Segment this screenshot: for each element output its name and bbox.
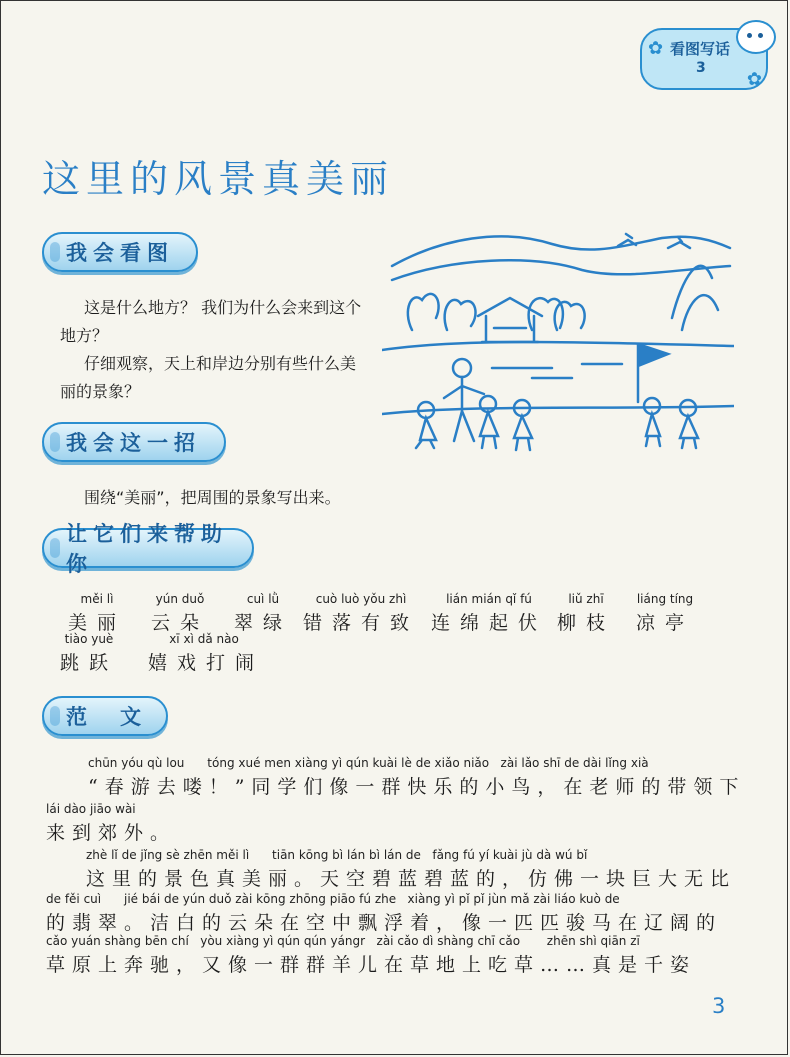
vocab-item (296, 592, 426, 635)
model-line (46, 802, 176, 845)
vocab-pinyin: cuì lǜ (246, 592, 280, 606)
flower-icon: ✿ (648, 38, 664, 59)
model-line-pinyin: zhè lǐ de jǐng sè zhēn měi lì tiān kōng bì lán bì lán de fǎng fú yí kuài jù dà wú bǐ (86, 848, 588, 862)
vocab-item (628, 592, 702, 635)
look-question-2: 仔细观察，天上和岸边分别有些什么美丽的景象？ (60, 354, 357, 401)
model-line (46, 892, 722, 935)
vocab-item (144, 592, 216, 635)
badge-title: 看图写话 (670, 40, 731, 58)
outing-illustration (382, 218, 734, 474)
model-line-text: 来到郊外。 (46, 822, 177, 844)
model-line-pinyin: chūn yóu qù lou tóng xué men xiàng yì qún kuài lè de xiǎo niǎo zài lǎo shī de dài lǐng xià (88, 756, 649, 770)
vocab-item (52, 632, 126, 675)
model-line-text: 草原上奔驰，又像一群群羊儿在草地上吃草……真是千姿 (46, 954, 697, 976)
trick-text: 围绕“美丽”，把周围的景象写出来。 (84, 488, 341, 507)
model-line-text: 的翡翠。洁白的云朵在空中飘浮着，像一匹匹骏马在辽阔的 (46, 912, 723, 934)
section-heading-model: 范 文 (42, 696, 168, 736)
model-line (46, 934, 696, 977)
page-title: 这里的风景真美丽 (42, 157, 395, 201)
page-number: 3 (712, 994, 726, 1018)
vocab-item (228, 592, 298, 635)
cartoon-face-icon (736, 20, 776, 54)
vocab-word: 连绵起伏 (430, 612, 547, 634)
model-line-pinyin: cǎo yuán shàng bēn chí yòu xiàng yì qún qún yángr zài cǎo dì shàng chī cǎo zhēn shì qiān zī (46, 934, 640, 948)
model-line (48, 756, 745, 799)
vocab-word: 嬉戏打闹 (148, 652, 265, 674)
model-line-pinyin: de fěi cuì jié bái de yún duǒ zài kōng zhōng piāo fú zhe xiàng yì pǐ pǐ jùn mǎ zài liáo kuò de (46, 892, 620, 906)
section-heading-look: 我会看图 (42, 232, 198, 272)
vocab-word: 翠绿 (233, 612, 292, 634)
section-heading-help: 让它们来帮助你 (42, 528, 254, 568)
vocab-item (52, 592, 142, 635)
vocab-pinyin: xī xì dǎ nào (169, 632, 239, 646)
vocab-item (148, 632, 265, 675)
vocab-pinyin: liǔ zhī (568, 592, 604, 606)
vocab-pinyin: měi lì (80, 592, 114, 606)
vocab-word: 凉亭 (635, 612, 694, 634)
vocab-word: 柳枝 (556, 612, 615, 634)
vocab-item (424, 592, 554, 635)
flower-icon: ✿ (746, 69, 762, 90)
chapter-badge (640, 28, 768, 90)
vocab-pinyin: lián mián qǐ fú (446, 592, 532, 606)
vocab-word: 云朵 (150, 612, 209, 634)
look-question-1: 这是什么地方？ 我们为什么会来到这个地方？ (60, 298, 362, 345)
model-line-text: 这里的景色真美丽。天空碧蓝碧蓝的，仿佛一块巨大无比 (86, 868, 737, 890)
vocab-word: 美丽 (67, 612, 126, 634)
vocab-word: 错落有致 (302, 612, 419, 634)
vocab-word: 跳跃 (59, 652, 118, 674)
model-line-pinyin: lái dào jiāo wài (46, 802, 136, 816)
vocab-pinyin: tiào yuè (64, 632, 114, 646)
vocab-pinyin: liáng tíng (636, 592, 694, 606)
vocab-pinyin: yún duǒ (155, 592, 205, 606)
vocab-item (556, 592, 616, 635)
vocab-pinyin: cuò luò yǒu zhì (315, 592, 407, 606)
section-heading-trick: 我会这一招 (42, 422, 226, 462)
badge-number: 3 (696, 60, 706, 76)
model-line-text: “春游去喽！”同学们像一群快乐的小鸟，在老师的带领下 (88, 776, 746, 798)
model-line (46, 848, 736, 891)
